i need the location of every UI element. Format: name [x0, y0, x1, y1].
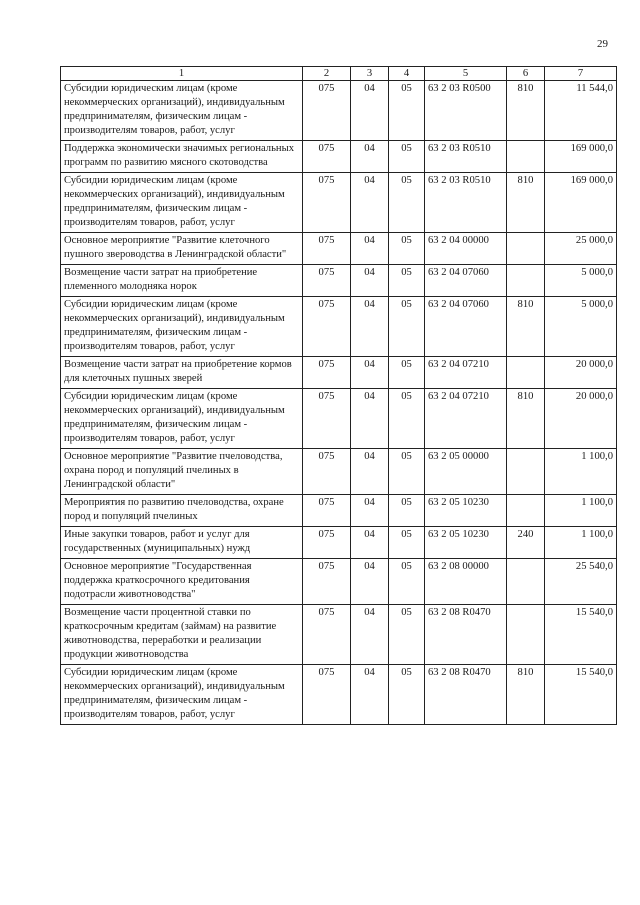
item-name: Основное мероприятие "Государственная поддержка краткосрочного кредитования подотрасли животноводства" — [61, 559, 303, 605]
amount: 15 540,0 — [545, 605, 617, 665]
target-article-code: 63 2 04 07060 — [425, 297, 507, 357]
target-article-code: 63 2 08 R0470 — [425, 605, 507, 665]
page-number: 29 — [597, 38, 608, 50]
subsection-code: 05 — [389, 173, 425, 233]
subsection-code: 05 — [389, 265, 425, 297]
header-row — [61, 67, 617, 81]
target-article-code: 63 2 04 07210 — [425, 389, 507, 449]
item-name: Возмещение части затрат на приобретение племенного молодняка норок — [61, 265, 303, 297]
item-name: Поддержка экономически значимых региональных программ по развитию мясного скотоводства — [61, 141, 303, 173]
section-code: 04 — [351, 297, 389, 357]
subsection-code: 05 — [389, 389, 425, 449]
table-row — [61, 665, 617, 725]
subsection-code: 05 — [389, 449, 425, 495]
amount: 5 000,0 — [545, 265, 617, 297]
budget-table — [60, 66, 617, 725]
amount: 1 100,0 — [545, 495, 617, 527]
target-article-code: 63 2 03 R0510 — [425, 173, 507, 233]
subsection-code: 05 — [389, 297, 425, 357]
amount: 20 000,0 — [545, 357, 617, 389]
target-article-code: 63 2 03 R0510 — [425, 141, 507, 173]
header-cell: 4 — [389, 67, 425, 81]
section-code: 04 — [351, 81, 389, 141]
amount: 15 540,0 — [545, 665, 617, 725]
section-code: 04 — [351, 449, 389, 495]
expense-type-code — [507, 357, 545, 389]
amount: 20 000,0 — [545, 389, 617, 449]
header-cell: 3 — [351, 67, 389, 81]
expense-type-code: 810 — [507, 297, 545, 357]
subsection-code: 05 — [389, 495, 425, 527]
item-name: Основное мероприятие "Развитие пчеловодства, охрана пород и популяций пчелиных в Ленинградской области" — [61, 449, 303, 495]
target-article-code: 63 2 05 10230 — [425, 495, 507, 527]
ministry-code: 075 — [303, 81, 351, 141]
target-article-code: 63 2 05 10230 — [425, 527, 507, 559]
expense-type-code: 240 — [507, 527, 545, 559]
expense-type-code — [507, 141, 545, 173]
amount: 1 100,0 — [545, 527, 617, 559]
ministry-code: 075 — [303, 141, 351, 173]
amount: 1 100,0 — [545, 449, 617, 495]
target-article-code: 63 2 04 07210 — [425, 357, 507, 389]
target-article-code: 63 2 04 07060 — [425, 265, 507, 297]
subsection-code: 05 — [389, 141, 425, 173]
amount: 11 544,0 — [545, 81, 617, 141]
table-row — [61, 495, 617, 527]
expense-type-code — [507, 495, 545, 527]
header-cell: 7 — [545, 67, 617, 81]
expense-type-code — [507, 559, 545, 605]
section-code: 04 — [351, 173, 389, 233]
item-name: Субсидии юридическим лицам (кроме некоммерческих организаций), индивидуальным предпринимателям, физическим лицам - производителям товаров, работ, услуг — [61, 173, 303, 233]
table-row — [61, 357, 617, 389]
ministry-code: 075 — [303, 297, 351, 357]
table-row — [61, 81, 617, 141]
subsection-code: 05 — [389, 665, 425, 725]
section-code: 04 — [351, 665, 389, 725]
expense-type-code: 810 — [507, 81, 545, 141]
table-row — [61, 265, 617, 297]
expense-type-code — [507, 265, 545, 297]
item-name: Возмещение части процентной ставки по краткосрочным кредитам (займам) на развитие животноводства, переработки и реализации продукции животноводства — [61, 605, 303, 665]
expense-type-code: 810 — [507, 665, 545, 725]
item-name: Основное мероприятие "Развитие клеточного пушного звероводства в Ленинградской области" — [61, 233, 303, 265]
expense-type-code — [507, 449, 545, 495]
item-name: Возмещение части затрат на приобретение кормов для клеточных пушных зверей — [61, 357, 303, 389]
target-article-code: 63 2 04 00000 — [425, 233, 507, 265]
section-code: 04 — [351, 495, 389, 527]
header-cell: 1 — [61, 67, 303, 81]
expense-type-code: 810 — [507, 173, 545, 233]
target-article-code: 63 2 08 00000 — [425, 559, 507, 605]
table-row — [61, 141, 617, 173]
ministry-code: 075 — [303, 233, 351, 265]
subsection-code: 05 — [389, 357, 425, 389]
amount: 25 000,0 — [545, 233, 617, 265]
amount: 25 540,0 — [545, 559, 617, 605]
item-name: Иные закупки товаров, работ и услуг для государственных (муниципальных) нужд — [61, 527, 303, 559]
ministry-code: 075 — [303, 605, 351, 665]
table-row — [61, 389, 617, 449]
table-row — [61, 233, 617, 265]
item-name: Мероприятия по развитию пчеловодства, охране пород и популяций пчелиных — [61, 495, 303, 527]
table-row — [61, 173, 617, 233]
amount: 169 000,0 — [545, 173, 617, 233]
amount: 169 000,0 — [545, 141, 617, 173]
expense-type-code — [507, 605, 545, 665]
table-row — [61, 449, 617, 495]
ministry-code: 075 — [303, 559, 351, 605]
ministry-code: 075 — [303, 665, 351, 725]
section-code: 04 — [351, 389, 389, 449]
ministry-code: 075 — [303, 495, 351, 527]
target-article-code: 63 2 03 R0500 — [425, 81, 507, 141]
table-row — [61, 605, 617, 665]
subsection-code: 05 — [389, 605, 425, 665]
ministry-code: 075 — [303, 449, 351, 495]
item-name: Субсидии юридическим лицам (кроме некоммерческих организаций), индивидуальным предпринимателям, физическим лицам - производителям товаров, работ, услуг — [61, 81, 303, 141]
section-code: 04 — [351, 233, 389, 265]
table-row — [61, 559, 617, 605]
header-cell: 5 — [425, 67, 507, 81]
item-name: Субсидии юридическим лицам (кроме некоммерческих организаций), индивидуальным предпринимателям, физическим лицам - производителям товаров, работ, услуг — [61, 389, 303, 449]
ministry-code: 075 — [303, 173, 351, 233]
section-code: 04 — [351, 559, 389, 605]
ministry-code: 075 — [303, 527, 351, 559]
amount: 5 000,0 — [545, 297, 617, 357]
ministry-code: 075 — [303, 389, 351, 449]
expense-type-code — [507, 233, 545, 265]
table-row — [61, 297, 617, 357]
section-code: 04 — [351, 265, 389, 297]
section-code: 04 — [351, 605, 389, 665]
section-code: 04 — [351, 141, 389, 173]
item-name: Субсидии юридическим лицам (кроме некоммерческих организаций), индивидуальным предпринимателям, физическим лицам - производителям товаров, работ, услуг — [61, 297, 303, 357]
subsection-code: 05 — [389, 527, 425, 559]
target-article-code: 63 2 05 00000 — [425, 449, 507, 495]
target-article-code: 63 2 08 R0470 — [425, 665, 507, 725]
ministry-code: 075 — [303, 357, 351, 389]
subsection-code: 05 — [389, 81, 425, 141]
subsection-code: 05 — [389, 559, 425, 605]
section-code: 04 — [351, 527, 389, 559]
ministry-code: 075 — [303, 265, 351, 297]
header-cell: 2 — [303, 67, 351, 81]
table-row — [61, 527, 617, 559]
expense-type-code: 810 — [507, 389, 545, 449]
item-name: Субсидии юридическим лицам (кроме некоммерческих организаций), индивидуальным предпринимателям, физическим лицам - производителям товаров, работ, услуг — [61, 665, 303, 725]
header-cell: 6 — [507, 67, 545, 81]
section-code: 04 — [351, 357, 389, 389]
subsection-code: 05 — [389, 233, 425, 265]
